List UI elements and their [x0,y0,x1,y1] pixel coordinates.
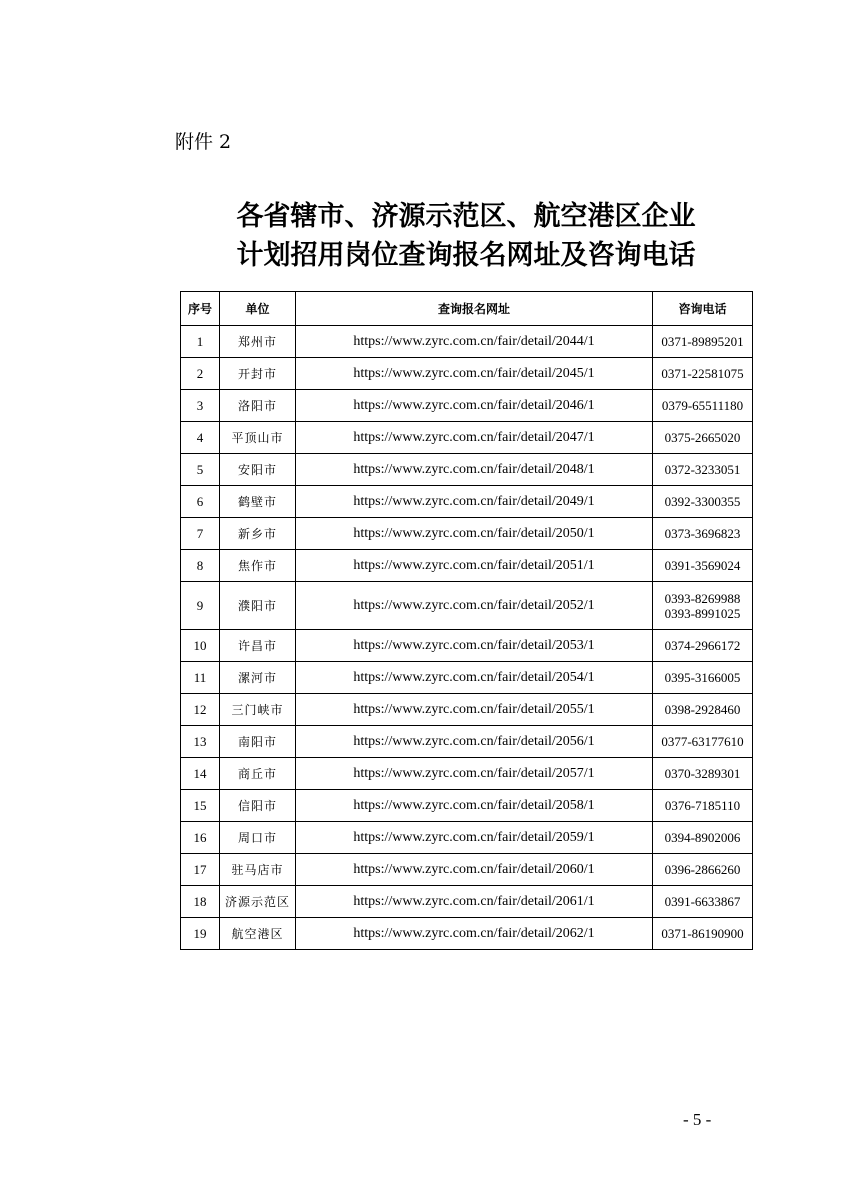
table-row [181,518,753,550]
table-body [181,326,753,950]
row-phone [653,358,753,390]
table-row [181,694,753,726]
row-url[interactable]: https://www.zyrc.com.cn/fair/detail/2048/1 [296,454,653,486]
row-unit: 济源示范区 [220,886,296,918]
row-index: 19 [181,918,220,950]
row-index: 13 [181,726,220,758]
row-url[interactable]: https://www.zyrc.com.cn/fair/detail/2054/1 [296,662,653,694]
row-unit: 驻马店市 [220,854,296,886]
row-index: 1 [181,326,220,358]
row-phone [653,758,753,790]
phone-number: 0393-8991025 [664,605,741,621]
row-unit: 平顶山市 [220,422,296,454]
row-url[interactable]: https://www.zyrc.com.cn/fair/detail/2052/1 [296,582,653,630]
row-url[interactable]: https://www.zyrc.com.cn/fair/detail/2051/1 [296,550,653,582]
row-url[interactable]: https://www.zyrc.com.cn/fair/detail/2059/1 [296,822,653,854]
row-url[interactable]: https://www.zyrc.com.cn/fair/detail/2061/1 [296,886,653,918]
row-unit: 濮阳市 [220,582,296,630]
row-phone [653,518,753,550]
phone-number: 0375-2665020 [664,430,741,445]
row-url[interactable]: https://www.zyrc.com.cn/fair/detail/2057/1 [296,758,653,790]
row-index: 2 [181,358,220,390]
row-unit: 航空港区 [220,918,296,950]
row-index: 11 [181,662,220,694]
row-index: 17 [181,854,220,886]
table-row [181,454,753,486]
phone-number: 0371-22581075 [661,366,744,381]
page-number: - 5 - [683,1110,712,1129]
row-phone [653,582,753,630]
phone-number: 0372-3233051 [664,462,741,477]
phone-number: 0377-63177610 [661,734,744,749]
phone-number: 0396-2866260 [664,862,741,877]
table-row [181,758,753,790]
row-index: 9 [181,582,220,630]
row-phone [653,886,753,918]
phone-number: 0371-89895201 [661,334,744,349]
row-index: 14 [181,758,220,790]
row-url[interactable]: https://www.zyrc.com.cn/fair/detail/2056/1 [296,726,653,758]
table-row [181,358,753,390]
row-unit: 周口市 [220,822,296,854]
row-index: 4 [181,422,220,454]
row-url[interactable]: https://www.zyrc.com.cn/fair/detail/2045/1 [296,358,653,390]
row-phone [653,390,753,422]
row-phone [653,726,753,758]
phone-number: 0391-3569024 [664,558,741,573]
table-row [181,854,753,886]
phone-number: 0371-86190900 [661,926,744,941]
row-url[interactable]: https://www.zyrc.com.cn/fair/detail/2047/1 [296,422,653,454]
row-unit: 南阳市 [220,726,296,758]
table-row [181,918,753,950]
row-unit: 商丘市 [220,758,296,790]
row-phone [653,454,753,486]
row-unit: 郑州市 [220,326,296,358]
table-row [181,390,753,422]
row-url[interactable]: https://www.zyrc.com.cn/fair/detail/2044/1 [296,326,653,358]
table-row [181,326,753,358]
row-index: 5 [181,454,220,486]
table-row [181,822,753,854]
row-phone [653,422,753,454]
phone-number: 0391-6633867 [664,894,741,909]
phone-number: 0395-3166005 [664,670,741,685]
row-url[interactable]: https://www.zyrc.com.cn/fair/detail/2060/1 [296,854,653,886]
row-unit: 安阳市 [220,454,296,486]
header-index: 序号 [181,292,220,326]
row-url[interactable]: https://www.zyrc.com.cn/fair/detail/2050/1 [296,518,653,550]
table-row [181,630,753,662]
table-row [181,422,753,454]
row-index: 8 [181,550,220,582]
phone-number: 0370-3289301 [664,766,741,781]
row-url[interactable]: https://www.zyrc.com.cn/fair/detail/2058/1 [296,790,653,822]
table-header-row [181,292,753,326]
phone-number: 0376-7185110 [664,798,741,813]
row-unit: 鹤壁市 [220,486,296,518]
row-unit: 许昌市 [220,630,296,662]
table-row [181,582,753,630]
row-index: 16 [181,822,220,854]
table-row [181,662,753,694]
row-phone [653,662,753,694]
row-url[interactable]: https://www.zyrc.com.cn/fair/detail/2049/1 [296,486,653,518]
row-index: 7 [181,518,220,550]
row-unit: 漯河市 [220,662,296,694]
table-row [181,726,753,758]
row-index: 3 [181,390,220,422]
phone-number: 0379-65511180 [661,398,744,413]
phone-number: 0398-2928460 [664,702,741,717]
row-phone [653,694,753,726]
header-unit: 单位 [220,292,296,326]
row-phone [653,790,753,822]
row-index: 15 [181,790,220,822]
header-url: 查询报名网址 [296,292,653,326]
row-unit: 三门峡市 [220,694,296,726]
registration-table [180,291,753,950]
row-unit: 信阳市 [220,790,296,822]
table-row [181,790,753,822]
row-phone [653,550,753,582]
row-phone [653,326,753,358]
row-phone [653,486,753,518]
table-row [181,550,753,582]
phone-number: 0392-3300355 [664,494,741,509]
row-phone [653,918,753,950]
attachment-label: 附件 2 [175,131,232,153]
row-phone [653,854,753,886]
header-phone: 咨询电话 [653,292,753,326]
row-unit: 焦作市 [220,550,296,582]
row-unit: 新乡市 [220,518,296,550]
row-url[interactable]: https://www.zyrc.com.cn/fair/detail/2053/1 [296,630,653,662]
row-index: 12 [181,694,220,726]
phone-number: 0393-8269988 [664,590,741,606]
row-unit: 洛阳市 [220,390,296,422]
row-index: 6 [181,486,220,518]
row-unit: 开封市 [220,358,296,390]
phone-number: 0374-2966172 [664,638,741,653]
row-phone [653,822,753,854]
table-row [181,886,753,918]
row-url[interactable]: https://www.zyrc.com.cn/fair/detail/2046/1 [296,390,653,422]
table-row [181,486,753,518]
row-url[interactable]: https://www.zyrc.com.cn/fair/detail/2055/1 [296,694,653,726]
phone-number: 0394-8902006 [664,830,741,845]
row-phone [653,630,753,662]
row-index: 10 [181,630,220,662]
document-title-line-1: 各省辖市、济源示范区、航空港区企业 [236,201,696,232]
document-title-line-2: 计划招用岗位查询报名网址及咨询电话 [236,240,696,271]
phone-number: 0373-3696823 [664,526,741,541]
row-index: 18 [181,886,220,918]
row-url[interactable]: https://www.zyrc.com.cn/fair/detail/2062/1 [296,918,653,950]
